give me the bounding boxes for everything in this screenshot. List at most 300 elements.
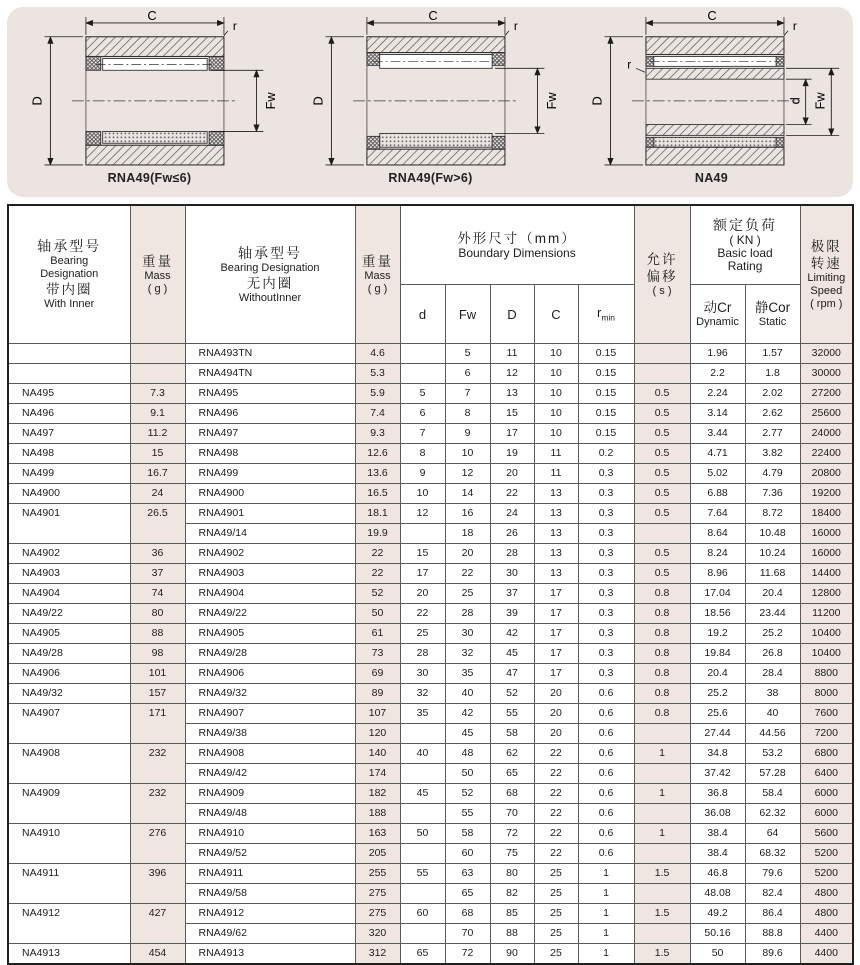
cell-cor-static: 25.2 [745, 624, 800, 644]
cell-speed: 8000 [800, 684, 853, 704]
cell-d [400, 764, 445, 784]
cell-with-inner: NA4905 [8, 624, 130, 644]
cell-D: 45 [490, 644, 534, 664]
table-row [8, 784, 853, 804]
cell-mass-with: 9.1 [130, 404, 185, 424]
dim-label-c: C [707, 9, 717, 24]
cell-d: 50 [400, 824, 445, 844]
cell-C: 22 [534, 804, 578, 824]
header-limiting-speed: 极限 转速 Limiting Speed ( rpm ) [800, 205, 853, 344]
cell-speed: 5200 [800, 864, 853, 884]
cell-C: 25 [534, 944, 578, 965]
cell-mass-without: 275 [355, 884, 400, 904]
cell-s: 0.8 [634, 584, 690, 604]
cell-mass-with: 16.7 [130, 464, 185, 484]
cell-D: 13 [490, 384, 534, 404]
table-row [8, 384, 853, 404]
header-basic-load-rating: 额定负荷 ( KN ) Basic load Rating [690, 205, 800, 285]
cell-rmin: 0.3 [578, 564, 634, 584]
cell-D: 52 [490, 684, 534, 704]
bearing-figure-rna49-fw-gt6 [290, 9, 571, 185]
cell-with-inner: NA4900 [8, 484, 130, 504]
cell-speed: 27200 [800, 384, 853, 404]
cell-speed: 7200 [800, 724, 853, 744]
cell-D: 70 [490, 804, 534, 824]
cell-C: 11 [534, 464, 578, 484]
cell-without-inner: RNA4903 [185, 564, 355, 584]
cell-d: 25 [400, 624, 445, 644]
cell-d: 6 [400, 404, 445, 424]
cell-cr-dynamic: 8.96 [690, 564, 745, 584]
cell-cor-static: 10.24 [745, 544, 800, 564]
cell-fw: 40 [445, 684, 490, 704]
cell-fw: 12 [445, 464, 490, 484]
cell-speed: 19200 [800, 484, 853, 504]
cell-fw: 8 [445, 404, 490, 424]
cell-d: 9 [400, 464, 445, 484]
cell-with-inner: NA49/32 [8, 684, 130, 704]
cell-mass-with [130, 344, 185, 364]
cell-D: 28 [490, 544, 534, 564]
cell-mass-with: 427 [130, 904, 185, 944]
cell-mass-without: 19.9 [355, 524, 400, 544]
cell-speed: 16000 [800, 544, 853, 564]
cell-mass-with: 98 [130, 644, 185, 664]
cell-mass-without: 50 [355, 604, 400, 624]
cell-cr-dynamic: 20.4 [690, 664, 745, 684]
cell-without-inner: RNA4910 [185, 824, 355, 844]
cell-D: 55 [490, 704, 534, 724]
cell-rmin: 0.2 [578, 444, 634, 464]
cell-cr-dynamic: 3.44 [690, 424, 745, 444]
cell-d [400, 364, 445, 384]
cell-s [634, 524, 690, 544]
cell-s [634, 924, 690, 944]
dim-label-c: C [428, 9, 438, 24]
cell-rmin: 0.3 [578, 604, 634, 624]
cell-D: 17 [490, 424, 534, 444]
cell-rmin: 0.6 [578, 704, 634, 724]
cell-s: 0.5 [634, 444, 690, 464]
cell-mass-without: 89 [355, 684, 400, 704]
cell-mass-with: 37 [130, 564, 185, 584]
cell-speed: 4400 [800, 944, 853, 965]
cell-mass-with: 276 [130, 824, 185, 864]
cell-D: 39 [490, 604, 534, 624]
cell-D: 24 [490, 504, 534, 524]
cell-without-inner: RNA4911 [185, 864, 355, 884]
cell-mass-without: 5.9 [355, 384, 400, 404]
cell-without-inner: RNA499 [185, 464, 355, 484]
cell-rmin: 0.3 [578, 624, 634, 644]
cell-speed: 12800 [800, 584, 853, 604]
cell-without-inner: RNA4912 [185, 904, 355, 924]
cell-d: 8 [400, 444, 445, 464]
dim-label-r: r [513, 18, 518, 33]
dim-label-r: r [232, 18, 237, 33]
cell-s [634, 884, 690, 904]
cell-speed: 18400 [800, 504, 853, 524]
cell-cor-static: 64 [745, 824, 800, 844]
cell-fw: 63 [445, 864, 490, 884]
cell-cor-static: 8.72 [745, 504, 800, 524]
cell-with-inner: NA4902 [8, 544, 130, 564]
cell-fw: 60 [445, 844, 490, 864]
cell-mass-without: 107 [355, 704, 400, 724]
cell-cor-static: 1.8 [745, 364, 800, 384]
table-row [8, 904, 853, 924]
cell-s: 0.5 [634, 384, 690, 404]
cell-with-inner: NA4913 [8, 944, 130, 965]
cell-cor-static: 2.02 [745, 384, 800, 404]
cell-cor-static: 58.4 [745, 784, 800, 804]
cell-without-inner: RNA49/38 [185, 724, 355, 744]
cell-with-inner: NA496 [8, 404, 130, 424]
cell-s: 0.5 [634, 544, 690, 564]
cell-without-inner: RNA49/14 [185, 524, 355, 544]
cell-s: 0.5 [634, 484, 690, 504]
cell-cr-dynamic: 7.64 [690, 504, 745, 524]
cell-cor-static: 20.4 [745, 584, 800, 604]
cell-cor-static: 3.82 [745, 444, 800, 464]
cell-d [400, 884, 445, 904]
cell-C: 25 [534, 924, 578, 944]
cell-mass-without: 16.5 [355, 484, 400, 504]
dim-label-fw: Fw [812, 92, 828, 110]
cell-s: 1.5 [634, 904, 690, 924]
cell-rmin: 0.6 [578, 744, 634, 764]
cell-without-inner: RNA494TN [185, 364, 355, 384]
table-body [8, 344, 853, 965]
cell-cr-dynamic: 19.2 [690, 624, 745, 644]
cell-with-inner: NA4906 [8, 664, 130, 684]
cell-mass-with: 24 [130, 484, 185, 504]
cell-rmin: 1 [578, 924, 634, 944]
header-static-cor: 静Cor Static [745, 285, 800, 344]
bearing-diagram-na49 [571, 9, 852, 173]
table-row [8, 864, 853, 884]
cell-s: 0.8 [634, 604, 690, 624]
cell-without-inner: RNA4901 [185, 504, 355, 524]
cell-d: 35 [400, 704, 445, 724]
cell-fw: 32 [445, 644, 490, 664]
cell-mass-with: 15 [130, 444, 185, 464]
cell-fw: 18 [445, 524, 490, 544]
cell-cor-static: 88.8 [745, 924, 800, 944]
cell-C: 20 [534, 704, 578, 724]
cell-fw: 58 [445, 824, 490, 844]
cell-rmin: 0.6 [578, 804, 634, 824]
cell-cor-static: 79.6 [745, 864, 800, 884]
cell-mass-without: 18.1 [355, 504, 400, 524]
header-big-d: D [490, 285, 534, 344]
cell-speed: 14400 [800, 564, 853, 584]
cell-rmin: 0.6 [578, 684, 634, 704]
cell-fw: 45 [445, 724, 490, 744]
cell-with-inner: NA4910 [8, 824, 130, 864]
table-row [8, 664, 853, 684]
cell-fw: 70 [445, 924, 490, 944]
cell-fw: 48 [445, 744, 490, 764]
table-row [8, 684, 853, 704]
cell-speed: 10400 [800, 624, 853, 644]
header-mass-1: 重量 Mass ( g ) [130, 205, 185, 344]
cell-speed: 4400 [800, 924, 853, 944]
dim-label-r: r [792, 18, 797, 33]
cell-cor-static: 44.56 [745, 724, 800, 744]
cell-d: 45 [400, 784, 445, 804]
cell-s [634, 844, 690, 864]
cell-cr-dynamic: 50.16 [690, 924, 745, 944]
header-rmin: $r_{min}$ [578, 285, 634, 344]
cell-without-inner: RNA4909 [185, 784, 355, 804]
header-boundary-dimensions: 外形尺寸（mm） Boundary Dimensions [400, 205, 634, 285]
cell-speed: 10400 [800, 644, 853, 664]
cell-fw: 25 [445, 584, 490, 604]
cell-mass-with: 396 [130, 864, 185, 904]
cell-with-inner: NA49/28 [8, 644, 130, 664]
cell-d [400, 804, 445, 824]
cell-d [400, 524, 445, 544]
table-row [8, 404, 853, 424]
cell-fw: 30 [445, 624, 490, 644]
cell-with-inner: NA4908 [8, 744, 130, 784]
cell-D: 42 [490, 624, 534, 644]
table-row [8, 344, 853, 364]
cell-d: 15 [400, 544, 445, 564]
cell-d [400, 924, 445, 944]
cell-cor-static: 57.28 [745, 764, 800, 784]
cell-C: 10 [534, 384, 578, 404]
cell-d [400, 724, 445, 744]
cell-cr-dynamic: 2.2 [690, 364, 745, 384]
cell-with-inner: NA4911 [8, 864, 130, 904]
dim-label-D: D [589, 96, 605, 106]
cell-mass-without: 61 [355, 624, 400, 644]
cell-rmin: 0.15 [578, 364, 634, 384]
cell-cor-static: 7.36 [745, 484, 800, 504]
cell-cr-dynamic: 17.04 [690, 584, 745, 604]
header-permissible-offset: 允许 偏移 ( s ) [634, 205, 690, 344]
cell-without-inner: RNA495 [185, 384, 355, 404]
cell-mass-without: 9.3 [355, 424, 400, 444]
cell-without-inner: RNA49/58 [185, 884, 355, 904]
cell-rmin: 0.6 [578, 764, 634, 784]
cell-C: 17 [534, 644, 578, 664]
cell-mass-without: 73 [355, 644, 400, 664]
cell-mass-with: 171 [130, 704, 185, 744]
cell-cr-dynamic: 34.8 [690, 744, 745, 764]
cell-cr-dynamic: 6.88 [690, 484, 745, 504]
cell-without-inner: RNA4907 [185, 704, 355, 724]
cell-cr-dynamic: 8.24 [690, 544, 745, 564]
header-d: d [400, 285, 445, 344]
cell-cr-dynamic: 49.2 [690, 904, 745, 924]
cell-with-inner: NA4901 [8, 504, 130, 544]
cell-without-inner: RNA49/42 [185, 764, 355, 784]
cell-without-inner: RNA49/28 [185, 644, 355, 664]
cell-fw: 14 [445, 484, 490, 504]
cell-with-inner [8, 344, 130, 364]
cell-cr-dynamic: 19.84 [690, 644, 745, 664]
cell-cr-dynamic: 38.4 [690, 844, 745, 864]
cell-rmin: 1 [578, 884, 634, 904]
cell-with-inner: NA497 [8, 424, 130, 444]
cell-s [634, 764, 690, 784]
cell-fw: 52 [445, 784, 490, 804]
cell-rmin: 0.3 [578, 484, 634, 504]
cell-mass-with: 157 [130, 684, 185, 704]
bearing-diagram-rna49-fw-gt6 [290, 9, 571, 173]
cell-cr-dynamic: 4.71 [690, 444, 745, 464]
cell-cr-dynamic: 37.42 [690, 764, 745, 784]
cell-C: 22 [534, 844, 578, 864]
cell-D: 62 [490, 744, 534, 764]
cell-without-inner: RNA49/22 [185, 604, 355, 624]
cell-d [400, 844, 445, 864]
table-row [8, 704, 853, 724]
cell-fw: 6 [445, 364, 490, 384]
cell-D: 19 [490, 444, 534, 464]
diagram-panel [7, 7, 853, 197]
cell-with-inner: NA49/22 [8, 604, 130, 624]
cell-d: 12 [400, 504, 445, 524]
cell-d: 40 [400, 744, 445, 764]
cell-fw: 5 [445, 344, 490, 364]
cell-rmin: 0.6 [578, 824, 634, 844]
cell-D: 11 [490, 344, 534, 364]
cell-D: 88 [490, 924, 534, 944]
cell-speed: 8800 [800, 664, 853, 684]
cell-cr-dynamic: 25.2 [690, 684, 745, 704]
cell-s: 0.5 [634, 564, 690, 584]
cell-speed: 32000 [800, 344, 853, 364]
figure-caption: RNA49(Fw>6) [388, 171, 473, 185]
cell-s: 0.5 [634, 504, 690, 524]
cell-rmin: 0.3 [578, 644, 634, 664]
bearing-diagram-rna49-fw-le6 [9, 9, 290, 173]
cell-fw: 55 [445, 804, 490, 824]
cell-d: 60 [400, 904, 445, 924]
cell-s [634, 724, 690, 744]
cell-C: 22 [534, 784, 578, 804]
cell-cor-static: 23.44 [745, 604, 800, 624]
cell-cr-dynamic: 18.56 [690, 604, 745, 624]
cell-s [634, 804, 690, 824]
cell-d: 5 [400, 384, 445, 404]
dim-label-D: D [29, 96, 45, 106]
cell-cor-static: 86.4 [745, 904, 800, 924]
cell-without-inner: RNA4902 [185, 544, 355, 564]
cell-s: 0.8 [634, 624, 690, 644]
cell-mass-without: 188 [355, 804, 400, 824]
cell-mass-with: 36 [130, 544, 185, 564]
cell-D: 68 [490, 784, 534, 804]
cell-cr-dynamic: 27.44 [690, 724, 745, 744]
cell-s: 0.5 [634, 404, 690, 424]
cell-with-inner: NA499 [8, 464, 130, 484]
cell-without-inner: RNA49/62 [185, 924, 355, 944]
table-row [8, 544, 853, 564]
cell-mass-with: 80 [130, 604, 185, 624]
dim-label-D: D [310, 96, 326, 106]
cell-D: 15 [490, 404, 534, 424]
cell-without-inner: RNA49/52 [185, 844, 355, 864]
cell-d: 32 [400, 684, 445, 704]
cell-d: 20 [400, 584, 445, 604]
dim-label-fw: Fw [544, 92, 560, 110]
cell-d: 22 [400, 604, 445, 624]
dim-label-fw: Fw [263, 92, 279, 110]
cell-C: 20 [534, 684, 578, 704]
cell-speed: 11200 [800, 604, 853, 624]
table-row [8, 424, 853, 444]
cell-fw: 10 [445, 444, 490, 464]
cell-D: 30 [490, 564, 534, 584]
cell-cor-static: 1.57 [745, 344, 800, 364]
cell-speed: 30000 [800, 364, 853, 384]
cell-speed: 20800 [800, 464, 853, 484]
cell-s: 1.5 [634, 864, 690, 884]
cell-mass-without: 320 [355, 924, 400, 944]
cell-cor-static: 26.8 [745, 644, 800, 664]
cell-mass-without: 312 [355, 944, 400, 965]
cell-with-inner: NA4912 [8, 904, 130, 944]
cell-cor-static: 53.2 [745, 744, 800, 764]
cell-without-inner: RNA4900 [185, 484, 355, 504]
cell-mass-without: 69 [355, 664, 400, 684]
cell-fw: 16 [445, 504, 490, 524]
cell-C: 25 [534, 904, 578, 924]
cell-C: 22 [534, 764, 578, 784]
cell-s: 0.8 [634, 684, 690, 704]
bearing-spec-table [7, 204, 854, 965]
cell-cr-dynamic: 36.08 [690, 804, 745, 824]
cell-speed: 4800 [800, 884, 853, 904]
cell-s [634, 344, 690, 364]
cell-d: 28 [400, 644, 445, 664]
cell-fw: 35 [445, 664, 490, 684]
cell-cr-dynamic: 25.6 [690, 704, 745, 724]
cell-mass-with [130, 364, 185, 384]
cell-mass-without: 140 [355, 744, 400, 764]
table-row [8, 564, 853, 584]
cell-cr-dynamic: 46.8 [690, 864, 745, 884]
cell-d: 55 [400, 864, 445, 884]
cell-with-inner [8, 364, 130, 384]
dim-label-r2: r [627, 57, 632, 72]
cell-speed: 5600 [800, 824, 853, 844]
cell-cor-static: 4.79 [745, 464, 800, 484]
cell-s [634, 364, 690, 384]
table-row [8, 504, 853, 524]
dim-label-c: C [147, 9, 157, 24]
cell-C: 10 [534, 364, 578, 384]
cell-C: 10 [534, 424, 578, 444]
cell-speed: 7600 [800, 704, 853, 724]
cell-fw: 20 [445, 544, 490, 564]
cell-D: 65 [490, 764, 534, 784]
cell-cr-dynamic: 48.08 [690, 884, 745, 904]
cell-C: 13 [534, 484, 578, 504]
cell-mass-without: 22 [355, 544, 400, 564]
cell-C: 13 [534, 524, 578, 544]
cell-s: 0.8 [634, 704, 690, 724]
cell-without-inner: RNA4908 [185, 744, 355, 764]
cell-cor-static: 11.68 [745, 564, 800, 584]
cell-D: 20 [490, 464, 534, 484]
cell-with-inner: NA4903 [8, 564, 130, 584]
